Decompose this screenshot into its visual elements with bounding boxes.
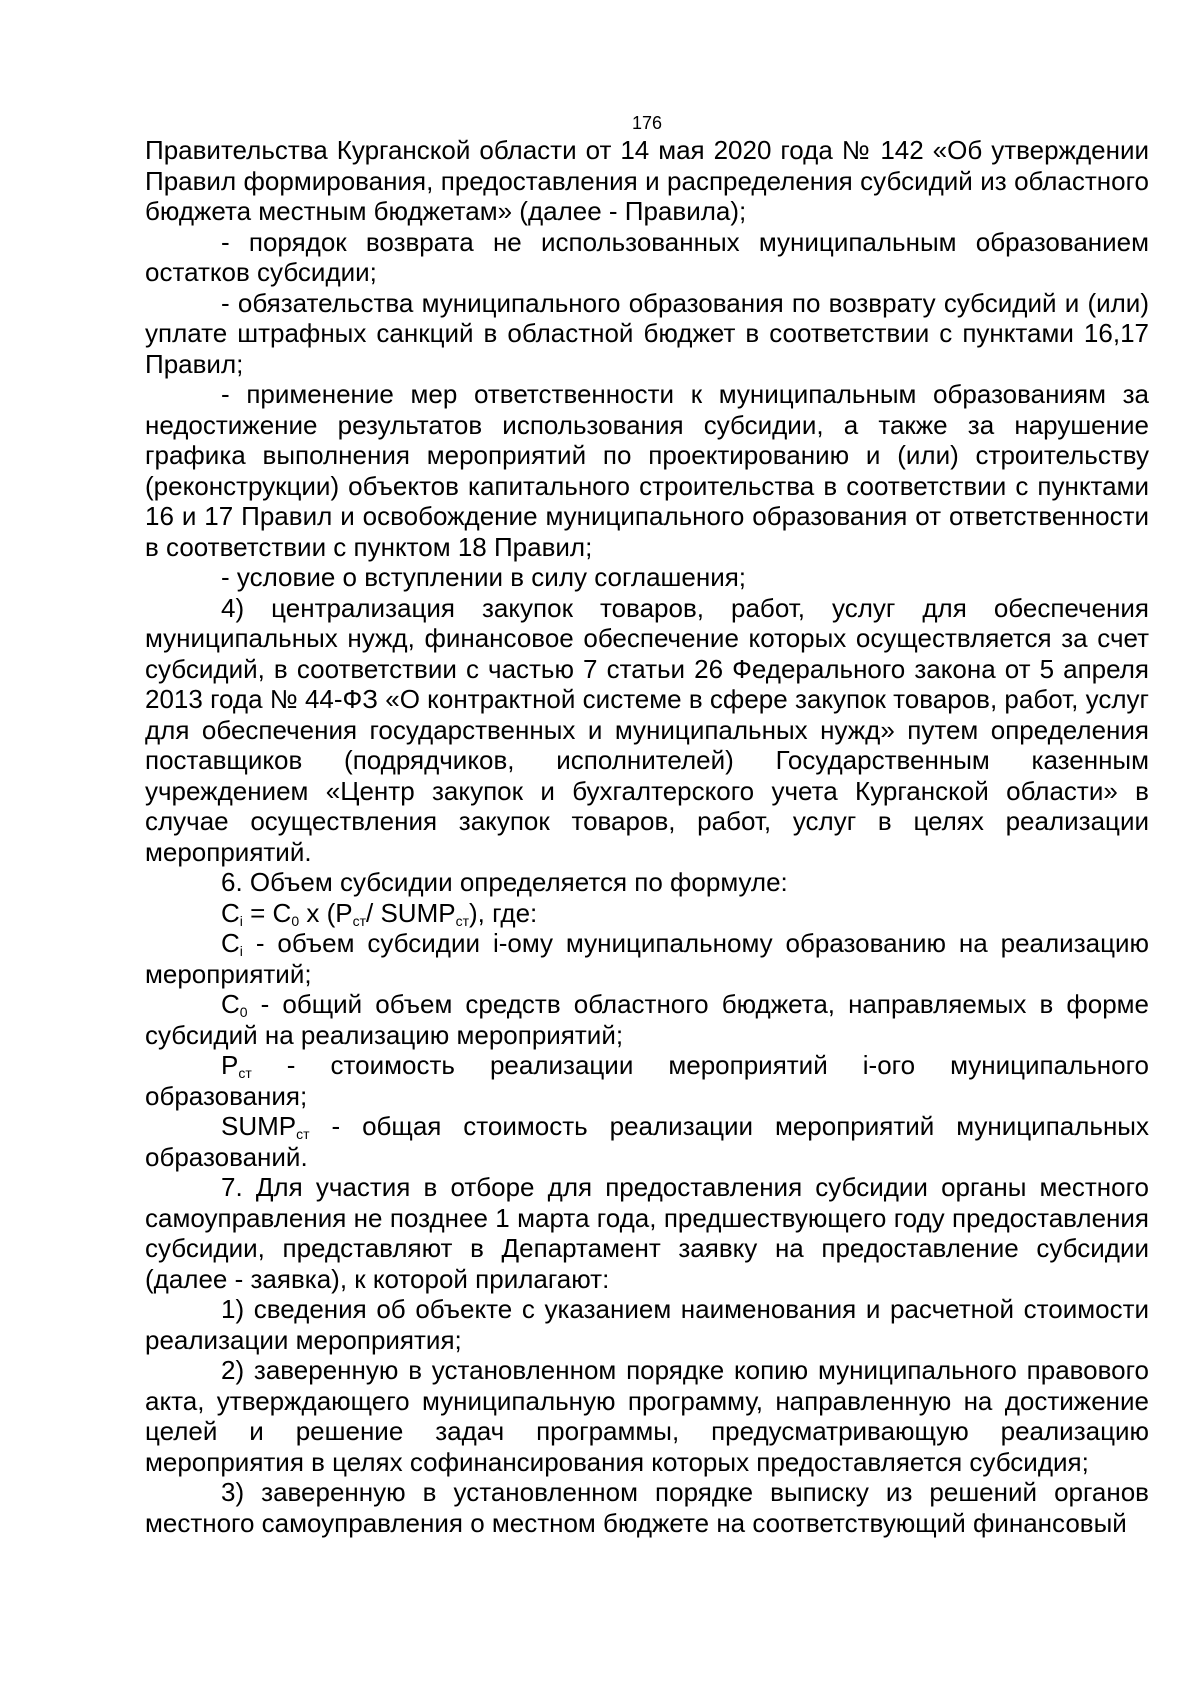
document-page — [145, 113, 1149, 1538]
page-number: 176 — [631, 113, 663, 133]
paragraph-item-3: 3) заверенную в установленном порядке выписку из решений органов местного самоуправления о местном бюджете на соответствующий финансовый — [145, 1477, 1149, 1538]
definition-ci: $C_i$ - объем субсидии i-ому муниципальному образованию на реализацию мероприятий; — [145, 928, 1149, 989]
definition-c0: $C_0$ - общий объем средств областного бюджета, направляемых в форме субсидий на реализацию мероприятий; — [145, 989, 1149, 1050]
paragraph-item-2: 2) заверенную в установленном порядке копию муниципального правового акта, утверждающего муниципальную программу, направленную на достижение целей и решение задач программы, предусматривающую реализацию мероприятия в целях софинансирования которых предоставляется субсидия; — [145, 1355, 1149, 1477]
paragraph-formula-intro: 6. Объем субсидии определяется по формуле: — [221, 867, 788, 897]
paragraph-selection: 7. Для участия в отборе для предоставления субсидии органы местного самоуправления не позднее 1 марта года, предшествующего году предоставления субсидии, представляют в Департамент заявку на предоставление субсидии (далее - заявка), к которой прилагают: — [145, 1172, 1149, 1294]
paragraph-responsibility: - применение мер ответственности к муниципальным образованиям за недостижение результатов использования субсидии, а также за нарушение графика выполнения мероприятий по проектированию и (или) строительству (реконструкции) объектов капитального строительства в соответствии с пунктами 16 и 17 Правил и освобождение муниципального образования от ответственности в соответствии с пунктом 18 Правил; — [145, 379, 1149, 562]
paragraph-continuation: Правительства Курганской области от 14 мая 2020 года № 142 «Об утверждении Правил формирования, предоставления и распределения субсидий из областного бюджета местным бюджетам» (далее - Правила); — [145, 135, 1149, 226]
paragraph-centralization: 4) централизация закупок товаров, работ, услуг для обеспечения муниципальных нужд, финансовое обеспечение которых осуществляется за счет субсидий, в соответствии с частью 7 статьи 26 Федерального закона от 5 апреля 2013 года № 44-ФЗ «О контрактной системе в сфере закупок товаров, работ, услуг для обеспечения государственных и муниципальных нужд» путем определения поставщиков (подрядчиков, исполнителей) Государственным казенным учреждением «Центр закупок и бухгалтерского учета Курганской области» в случае осуществления закупок товаров, работ, услуг в целях реализации мероприятий. — [145, 592, 1149, 867]
paragraph-item-1: 1) сведения об объекте с указанием наименования и расчетной стоимости реализации мероприятия; — [145, 1294, 1149, 1355]
formula: $C_i = C_0$ x ($P_{ст}/$ $SUMP_{ст}$), где: — [221, 897, 538, 929]
paragraph-entry-into-force: - условие о вступлении в силу соглашения; — [221, 562, 747, 592]
definition-pst: $P_{ст}$ - стоимость реализации мероприятий i-ого муниципального образования; — [145, 1050, 1149, 1111]
definition-sump: $SUMP_{ст}$ - общая стоимость реализации мероприятий муниципальных образований. — [145, 1111, 1149, 1172]
paragraph-obligations: - обязательства муниципального образования по возврату субсидий и (или) уплате штрафных санкций в областной бюджет в соответствии с пунктами 16,17 Правил; — [145, 287, 1149, 379]
paragraph-return-order: - порядок возврата не использованных муниципальным образованием остатков субсидии; — [145, 226, 1149, 287]
